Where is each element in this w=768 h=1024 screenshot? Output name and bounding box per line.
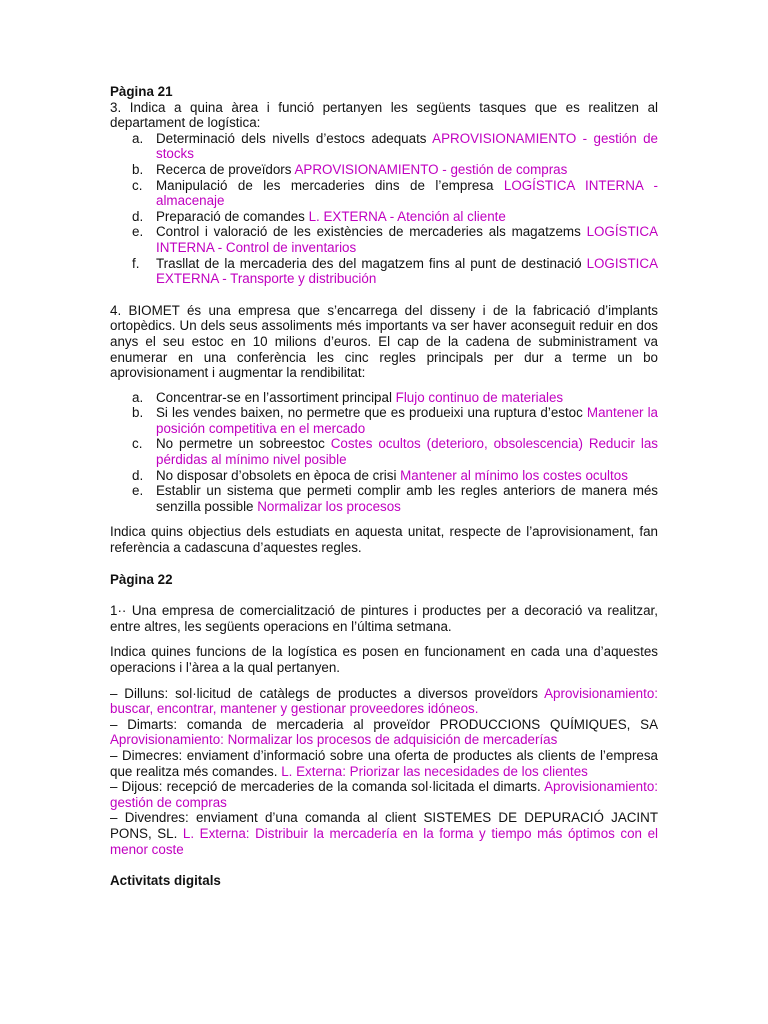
list-item [110, 436, 658, 467]
answer-text: APROVISIONAMIENTO - gestión de stocks [156, 130, 658, 162]
operation-item [110, 686, 658, 717]
item-text: Establir un sistema que permeti complir amb les regles anteriors de manera més senzilla possible [156, 483, 658, 514]
answer-text: Mantener la posición competitiva en el mercado [156, 405, 659, 436]
list-marker: a. [132, 130, 144, 146]
page-21-heading: Pàgina 21 [110, 84, 173, 99]
answer-text: Flujo continuo de materiales [395, 389, 564, 405]
list-marker: d. [132, 467, 144, 483]
list-marker: d. [132, 208, 144, 224]
question-3-list [110, 131, 658, 287]
answer-text: Costes ocultos (deterioro, obsolescencia) Reducir las pérdidas al mínimo nivel posible [156, 436, 658, 468]
list-marker: e. [132, 483, 144, 499]
list-item [110, 224, 658, 255]
item-text: Recerca de proveïdors [156, 161, 295, 177]
list-item [110, 256, 658, 287]
item-text: Determinació dels nivells d’estocs adequats [156, 130, 433, 146]
item-text: – Dilluns: sol·licitud de catàlegs de productes a diversos proveïdors [110, 685, 545, 701]
item-text: – Dimecres: enviament d’informació sobre una oferta de productes als clients de l’empresa que realitza més comandes. [110, 747, 658, 779]
question-3-intro: 3. Indica a quina àrea i funció pertanyen les següents tasques que es realitzen al departament de logística: [110, 99, 658, 131]
document-page [110, 84, 658, 889]
weekday-operations-list [110, 686, 658, 858]
list-marker: f. [132, 255, 140, 271]
operation-item [110, 779, 658, 810]
answer-text: Aprovisionamiento: buscar, encontrar, mantener y gestionar proveedores idóneos. [110, 685, 658, 717]
item-text: Control i valoració de les existències de mercaderies als magatzems [156, 224, 587, 240]
item-text: Preparació de comandes [156, 208, 309, 224]
item-text: Si les vendes baixen, no permetre que es produeixi una ruptura d’estoc [156, 405, 587, 421]
item-text: Manipulació de les mercaderies dins de l’empresa [156, 177, 504, 193]
operation-item [110, 748, 658, 779]
question-4-intro: 4. BIOMET és una empresa que s’encarrega del disseny i de la fabricació d’implants ortopèdics. Un dels seus assoliments més importants va ser haver aconseguit reduir en dos anys el seu estoc en 10 milions d’euros. El cap de la cadena de subministrament va enumerar en una conferència les cinc regles principals per dur a terme un bo aprovisionament i augmentar la rendibilitat: [110, 302, 658, 381]
question-1-intro: 1·· Una empresa de comercialització de pintures i productes per a decoració va realitzar, entre altres, les següents operacions en l’última setmana. [110, 603, 658, 634]
list-item [110, 405, 658, 436]
list-marker: c. [132, 436, 143, 452]
answer-text: APROVISIONAMIENTO - gestión de compras [294, 161, 568, 177]
answer-text: Normalizar los procesos [257, 498, 401, 514]
question-4-list [110, 390, 658, 515]
answer-text: Mantener al mínimo los costes ocultos [400, 467, 628, 483]
list-marker: e. [132, 224, 144, 240]
answer-text: L. Externa: Priorizar las necesidades de los clientes [281, 763, 588, 779]
answer-text: LOGÍSTICA INTERNA - Control de inventarios [156, 224, 658, 255]
list-marker: b. [132, 405, 144, 421]
list-item [110, 162, 658, 178]
item-text: Trasllat de la mercaderia des del magatzem fins al punt de destinació [156, 255, 587, 271]
answer-text: L. EXTERNA - Atención al cliente [308, 208, 506, 224]
digital-activities-heading: Activitats digitals [110, 873, 221, 889]
list-item [110, 178, 658, 209]
answer-text: Aprovisionamiento: Normalizar los procesos de adquisición de mercaderías [110, 732, 558, 748]
answer-text: LOGÍSTICA INTERNA - almacenaje [156, 177, 658, 209]
list-item [110, 390, 658, 406]
page-22-heading: Pàgina 22 [110, 571, 173, 587]
item-text: – Dijous: recepció de mercaderies de la comanda sol·licitada el dimarts. [110, 779, 545, 795]
question-4-closing: Indica quins objectius dels estudiats en aquesta unitat, respecte de l’aprovisionament, fan referència a cadascuna d’aquestes regles. [110, 524, 658, 556]
answer-text: L. Externa: Distribuir la mercadería en la forma y tiempo más óptimos con el menor coste [110, 825, 658, 857]
list-marker: c. [132, 177, 143, 193]
list-item [110, 483, 658, 514]
item-text: – Dimarts: comanda de mercaderia al proveïdor PRODUCCIONS QUÍMIQUES, SA [110, 716, 658, 732]
list-marker: a. [132, 389, 144, 405]
list-item [110, 209, 658, 225]
operation-item [110, 810, 658, 857]
item-text: No disposar d’obsolets en època de crisi [156, 467, 401, 483]
list-item [110, 468, 658, 484]
answer-text: Aprovisionamiento: gestión de compras [110, 779, 658, 810]
item-text: No permetre un sobreestoc [156, 436, 331, 452]
question-1-instruction: Indica quines funcions de la logística es posen en funcionament en cada una d’aquestes operacions i l’àrea a la qual pertanyen. [110, 644, 658, 675]
item-text: Concentrar-se en l’assortiment principal [156, 389, 396, 405]
item-text: – Divendres: enviament d’una comanda al client SISTEMES DE DEPURACIÓ JACINT PONS, SL. [110, 810, 658, 841]
operation-item [110, 717, 658, 748]
list-item [110, 131, 658, 162]
answer-text: LOGISTICA EXTERNA - Transporte y distribución [156, 255, 658, 287]
list-marker: b. [132, 161, 144, 177]
